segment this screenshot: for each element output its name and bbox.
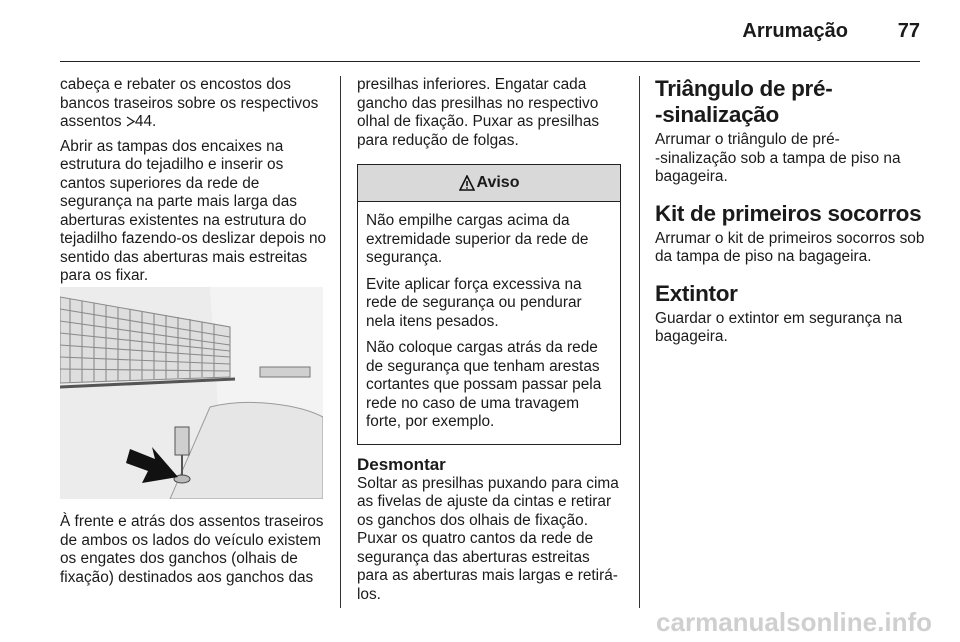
warning-item: Não empilhe cargas acima da extremidade superior da rede de segurança. <box>366 212 589 266</box>
section-extinguisher <box>655 281 925 347</box>
section-heading: Extintor <box>655 280 738 306</box>
paragraph: presilhas inferiores. Engatar cada gancho das presilhas no respectivo olhal de fixação. Puxar as presilhas para redução de folgas. <box>357 76 600 149</box>
warning-item: Evite aplicar força excessiva na rede de segurança ou pendurar nela itens pesados. <box>366 275 582 330</box>
section-body: Arrumar o triângulo de pré- -sinalização sob a tampa de piso na bagageira. <box>655 131 901 185</box>
column-3 <box>655 76 925 361</box>
section-heading <box>655 76 925 128</box>
page-reference[interactable]: 44. <box>134 113 157 130</box>
warning-triangle-icon <box>459 175 475 191</box>
illustration-svg <box>60 287 323 499</box>
cargo-net-illustration <box>60 287 323 499</box>
column-divider <box>639 76 640 608</box>
paragraph: À frente e atrás dos assentos traseiros de ambos os lados do veículo existem os engates dos ganchos (olhais de fixação) destinados aos ganchos das <box>60 513 324 586</box>
paragraph: Soltar as presilhas puxando para cima as fivelas de ajuste da cintas e retirar os ganchos dos olhais de fixação. Puxar os quatro cantos da rede de segurança das aberturas estreitas para as aberturas mais largas e retirá-los. <box>357 474 619 603</box>
heading-line: -sinalização <box>655 102 779 127</box>
warning-box <box>357 164 621 445</box>
section-body: Guardar o extintor em segurança na bagageira. <box>655 309 903 345</box>
section-heading: Kit de primeiros socorros <box>655 200 922 226</box>
paragraph-text: cabeça e rebater os encostos dos bancos traseiros sobre os respectivos assentos <box>60 76 319 130</box>
paragraph <box>60 76 328 132</box>
warning-title: Aviso <box>476 173 520 191</box>
column-divider <box>340 76 341 608</box>
warning-header <box>358 165 620 202</box>
warning-body <box>358 202 620 444</box>
page-header <box>0 0 960 62</box>
watermark: carmanualsonline.info <box>656 607 932 637</box>
page-reference-arrow-icon <box>126 116 135 127</box>
heading-line: Triângulo de pré- <box>655 76 833 101</box>
column-1 <box>60 76 328 292</box>
paragraph: Abrir as tampas dos encaixes na estrutura do tejadilho e inserir os cantos superiores da rede de segurança na parte mais larga das aberturas existentes na estrutura do tejadilho fazendo-os deslizar depois no sentido das aberturas mais estreitas para os fixar. <box>60 137 327 284</box>
section-triangle <box>655 76 925 187</box>
section-title: Arrumação <box>742 20 848 42</box>
section-body: Arrumar o kit de primeiros socorros sob da tampa de piso na bagageira. <box>655 229 925 265</box>
page-number: 77 <box>897 20 920 42</box>
column-2 <box>357 76 621 610</box>
subheading: Desmontar <box>357 454 446 474</box>
section-first-aid-kit <box>655 201 925 267</box>
header-rule <box>60 61 920 62</box>
warning-item: Não coloque cargas atrás da rede de segurança que tenham arestas cortantes que possam passar pela rede no caso de uma travagem forte, por exemplo. <box>366 339 602 430</box>
